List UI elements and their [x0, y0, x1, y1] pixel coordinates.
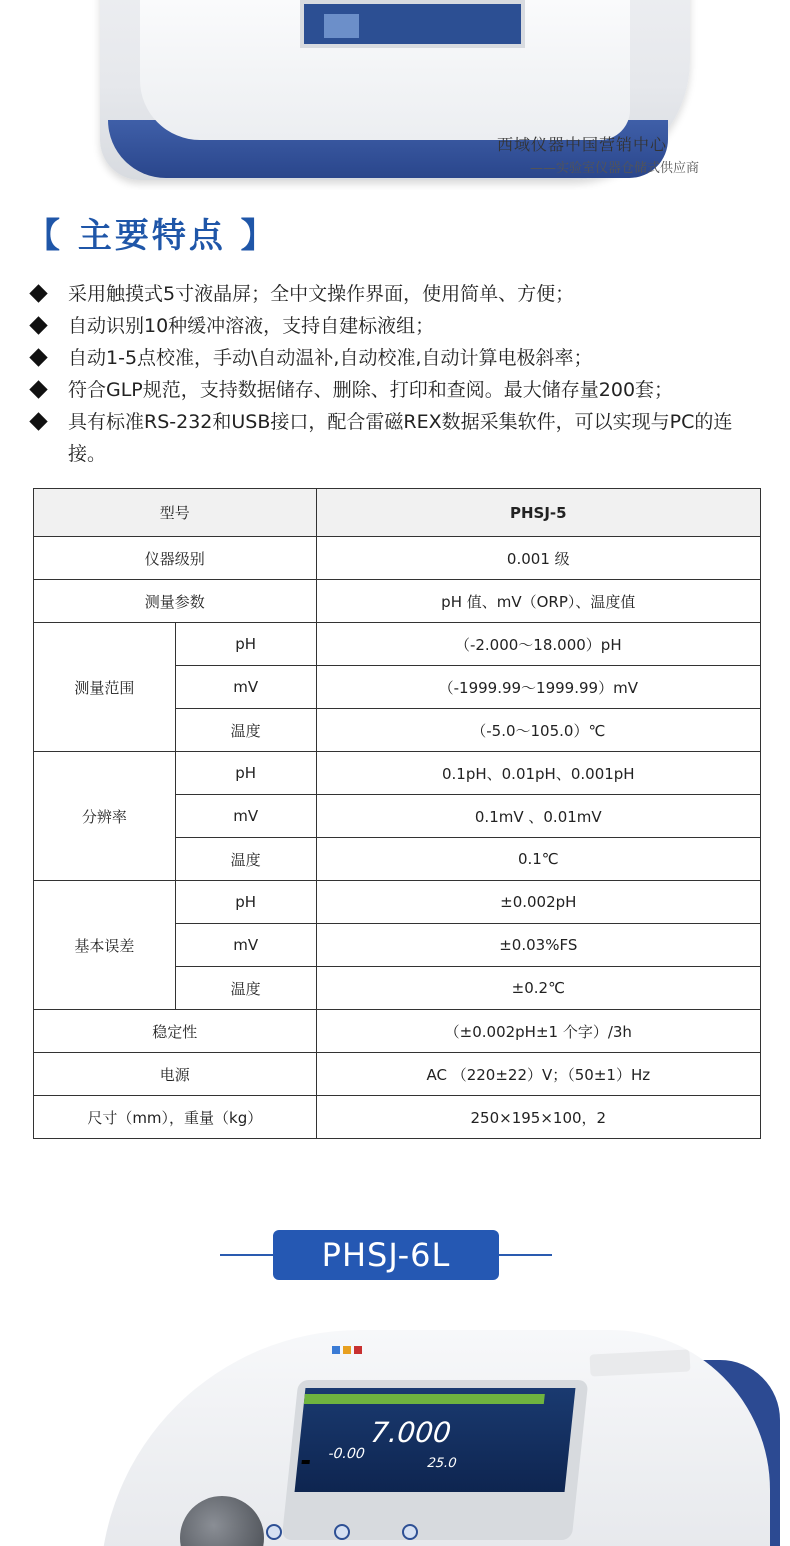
table-cell-value: 0.001 级 [316, 537, 760, 580]
list-item: 采用触摸式5寸液晶屏；全中文操作界面，使用简单、方便； [30, 278, 770, 310]
table-row [34, 1096, 761, 1139]
table-cell-sub: pH [175, 752, 316, 795]
table-cell-sub: 温度 [175, 709, 316, 752]
table-cell-value: 0.1pH、0.01pH、0.001pH [316, 752, 760, 795]
diamond-bullet-icon [29, 412, 47, 430]
device-button-icon [402, 1524, 418, 1540]
table-cell-value: 250×195×100，2 [316, 1096, 760, 1139]
table-cell-label: 仪器级别 [34, 537, 317, 580]
diamond-bullet-icon [29, 348, 47, 366]
table-cell-label: 电源 [34, 1053, 317, 1096]
table-row [34, 1010, 761, 1053]
watermark-title: 西域仪器中国营销中心 [497, 135, 668, 154]
banner-line-left [220, 1254, 280, 1256]
device-screen [295, 1388, 576, 1492]
screen-label [301, 1460, 309, 1464]
list-item: 具有标准RS-232和USB接口，配合雷磁REX数据采集软件，可以实现与PC的连接。 [30, 406, 770, 470]
list-item: 符合GLP规范，支持数据储存、删除、打印和查阅。最大储存量200套； [30, 374, 770, 406]
table-group-label: 基本误差 [34, 881, 176, 1010]
table-cell-value: ±0.2℃ [316, 967, 760, 1010]
table-group-label: 分辨率 [34, 752, 176, 881]
table-cell-value: ±0.03%FS [316, 924, 760, 967]
table-cell-sub: pH [175, 881, 316, 924]
table-row [34, 623, 761, 666]
table-cell-value: （-1999.99～1999.99）mV [316, 666, 760, 709]
table-cell-sub: 温度 [175, 967, 316, 1010]
screen-mv-reading: -0.00 [327, 1446, 366, 1462]
diamond-bullet-icon [29, 380, 47, 398]
table-cell-value: AC （220±22）V；（50±1）Hz [316, 1053, 760, 1096]
table-cell-sub: pH [175, 623, 316, 666]
banner-line-right [492, 1254, 552, 1256]
table-row [34, 489, 761, 537]
device-button-icon [266, 1524, 282, 1540]
table-cell-value: 0.1℃ [316, 838, 760, 881]
table-cell-label: 尺寸（mm），重量（kg） [34, 1096, 317, 1139]
diamond-bullet-icon [29, 316, 47, 334]
table-row [34, 537, 761, 580]
table-cell-sub: mV [175, 666, 316, 709]
table-cell-model: PHSJ-5 [316, 489, 760, 537]
table-cell-value: （-2.000～18.000）pH [316, 623, 760, 666]
table-cell-sub: mV [175, 924, 316, 967]
table-cell-value: （-5.0～105.0）℃ [316, 709, 760, 752]
table-cell-sub: 温度 [175, 838, 316, 881]
table-row [34, 881, 761, 924]
table-group-label: 测量范围 [34, 623, 176, 752]
feature-list [30, 278, 770, 470]
table-cell-label: 测量参数 [34, 580, 317, 623]
device-button-icon [334, 1524, 350, 1540]
screen-temp-reading: 25.0 [426, 1456, 458, 1471]
device-image-bottom [0, 1300, 790, 1546]
table-cell-value: ±0.002pH [316, 881, 760, 924]
table-row [34, 752, 761, 795]
table-cell-value: pH 值、mV（ORP）、温度值 [316, 580, 760, 623]
screen-header-bar [304, 1394, 545, 1404]
table-cell-sub: mV [175, 795, 316, 838]
watermark-subtitle: ——实验室仪器仓储式供应商 [530, 161, 700, 176]
model-banner: PHSJ-6L [273, 1230, 499, 1280]
table-row [34, 1053, 761, 1096]
list-item: 自动识别10种缓冲溶液，支持自建标液组； [30, 310, 770, 342]
list-item: 自动1-5点校准，手动\自动温补,自动校准,自动计算电极斜率； [30, 342, 770, 374]
table-row [34, 580, 761, 623]
table-cell-label: 稳定性 [34, 1010, 317, 1053]
diamond-bullet-icon [29, 284, 47, 302]
table-cell-label: 型号 [34, 489, 317, 537]
device-screen [300, 0, 525, 48]
spec-table [33, 488, 761, 1139]
screen-ph-reading: 7.000 [369, 1416, 453, 1449]
device-image-top [0, 0, 790, 190]
brand-logo-icon [332, 1346, 372, 1356]
table-cell-value: 0.1mV 、0.01mV [316, 795, 760, 838]
section-title: 【 主要特点 】 [26, 216, 278, 256]
table-cell-value: （±0.002pH±1 个字）/3h [316, 1010, 760, 1053]
